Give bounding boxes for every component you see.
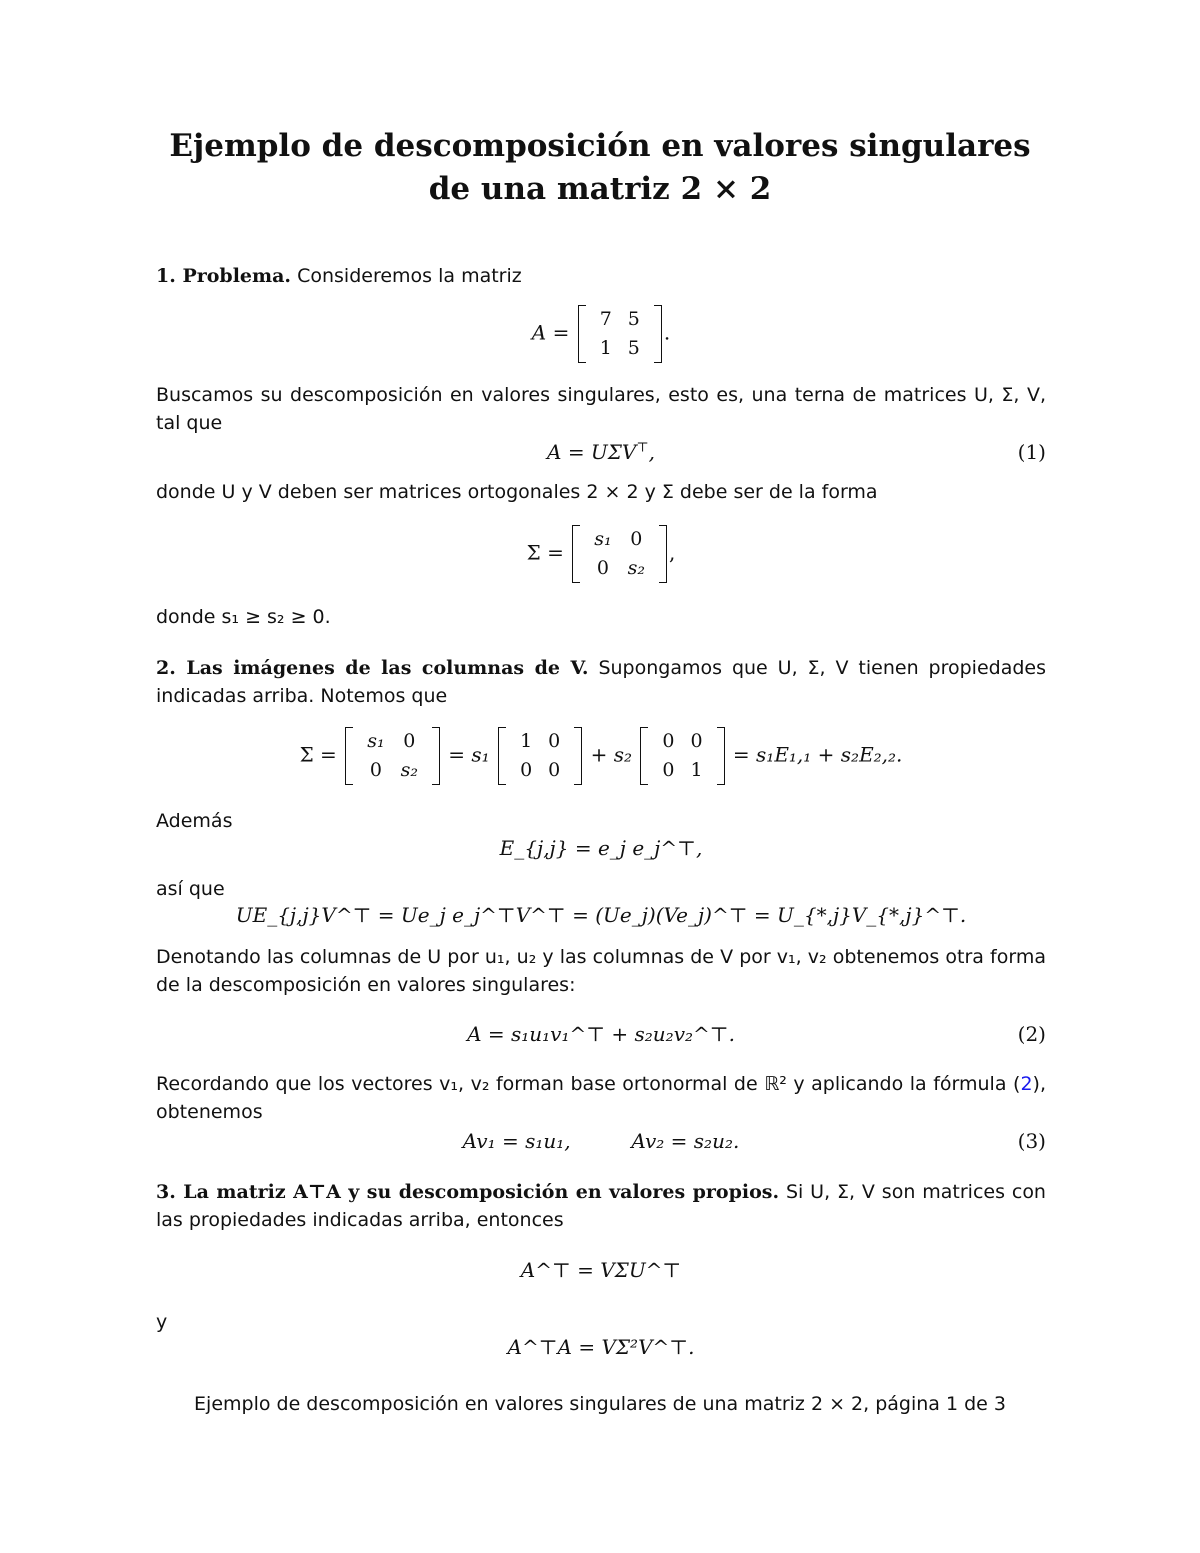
section-1-heading: 1. Problema.: [156, 265, 292, 287]
section-2-intro-text: Supongamos que U, Σ, V tienen propiedades indicadas arriba. Notemos que: [156, 657, 1046, 707]
matrix-A-cell: 7: [599, 308, 612, 330]
section-3-intro: [156, 1178, 1046, 1234]
equation-AtA: A^⊤A = VΣ²V^⊤.: [507, 1335, 695, 1359]
sigma-expansion-matrix-2: [496, 727, 584, 785]
section-2-heading: 2. Las imágenes de las columnas de V.: [156, 657, 589, 679]
ademas-text: Además: [156, 810, 233, 832]
equation-2-reference[interactable]: 2: [1020, 1073, 1033, 1095]
matrix-cell: 0: [690, 730, 703, 752]
section-2-text-2a: Recordando que los vectores v₁, v₂ forman base ortonormal de ℝ² y aplicando la fórmula: [156, 1073, 1007, 1095]
section-1-text-1: Buscamos su descomposición en valores singulares, esto es, una terna de matrices U, Σ, V, tal que: [156, 384, 1046, 434]
matrix-cell: 0: [548, 759, 561, 781]
equation-E: E_{j,j} = e_j e_j^⊤,: [499, 836, 703, 860]
matrix-sigma-cell: 0: [596, 557, 609, 579]
equation-1-tail: ,: [648, 440, 655, 464]
matrix-cell: 0: [662, 759, 675, 781]
asique-text: así que: [156, 878, 225, 900]
matrix-sigma-lhs: Σ =: [526, 540, 564, 565]
matrix-A: [576, 305, 664, 363]
equation-3a: Av₁ = s₁u₁,: [462, 1129, 571, 1153]
equation-sigma-expansion: [156, 727, 1046, 785]
section-1-text-3: donde s₁ ≥ s₂ ≥ 0.: [156, 606, 331, 628]
sigma-expansion-op-2: + s₂: [590, 742, 633, 767]
matrix-cell: 0: [548, 730, 561, 752]
sigma-expansion-op-1: = s₁: [448, 742, 490, 767]
matrix-A-cell: 5: [627, 308, 640, 330]
sigma-expansion-rhs: = s₁E₁,₁ + s₂E₂,₂.: [732, 742, 903, 767]
equation-3-number: (3): [1017, 1129, 1046, 1153]
title-line-2: de una matriz 2 × 2: [428, 171, 772, 207]
section-3-intro-text: Si U, Σ, V son matrices con las propiedades indicadas arriba, entonces: [156, 1181, 1046, 1231]
matrix-cell: 0: [403, 730, 416, 752]
equation-matrix-sigma: [156, 525, 1046, 583]
section-2-intro: [156, 654, 1046, 710]
matrix-A-cell: 5: [627, 337, 640, 359]
matrix-A-tail: .: [663, 320, 671, 345]
matrix-cell: 0: [369, 759, 382, 781]
equation-1-body: A = UΣV: [547, 440, 637, 464]
matrix-A-lhs: A =: [531, 320, 570, 345]
equation-2: A = s₁u₁v₁^⊤ + s₂u₂v₂^⊤.: [467, 1022, 735, 1046]
matrix-sigma-cell: 0: [630, 528, 643, 550]
section-1-intro-text: Consideremos la matriz: [297, 265, 522, 287]
matrix-cell: 0: [520, 759, 533, 781]
equation-1: [156, 440, 1046, 464]
y-text: y: [156, 1311, 168, 1333]
section-3-heading: 3. La matriz A⊤A y su descomposición en valores propios.: [156, 1181, 780, 1203]
equation-2-number: (2): [1017, 1022, 1046, 1046]
page-footer: Ejemplo de descomposición en valores singulares de una matriz 2 × 2, página 1 de 3: [194, 1393, 1006, 1415]
equation-matrix-A: [156, 305, 1046, 363]
matrix-cell: 0: [662, 730, 675, 752]
equation-1-number: (1): [1017, 440, 1046, 464]
matrix-sigma-tail: ,: [669, 540, 676, 565]
equation-3b: Av₂ = s₂u₂.: [631, 1129, 740, 1153]
equation-A-transpose: A^⊤ = VΣU^⊤: [520, 1258, 682, 1282]
equation-1-sup: ⊤: [636, 440, 649, 456]
section-2-text-1: Denotando las columnas de U por u₁, u₂ y las columnas de V por v₁, v₂ obtenemos otra forma de la descomposición en valores singulares:: [156, 946, 1046, 996]
matrix-cell: 1: [520, 730, 533, 752]
section-2-text-2b: , obtenemos: [156, 1073, 1046, 1123]
equation-UEV: UE_{j,j}V^⊤ = Ue_j e_j^⊤V^⊤ = (Ue_j)(Ve_j)^⊤ = U_{*,j}V_{*,j}^⊤.: [235, 903, 967, 927]
matrix-sigma: [570, 525, 669, 583]
matrix-sigma-cell: s₁: [594, 528, 612, 550]
equation-3: [156, 1129, 1046, 1153]
sigma-expansion-matrix-1: [343, 727, 442, 785]
matrix-A-cell: 1: [599, 337, 612, 359]
section-1-text-2: donde U y V deben ser matrices ortogonales 2 × 2 y Σ debe ser de la forma: [156, 481, 878, 503]
section-2-text-2: Recordando que los vectores v₁, v₂ forman base ortonormal de ℝ² y aplicando la fórmula (2), obtenemos: [156, 1073, 1046, 1123]
matrix-cell: s₂: [400, 759, 418, 781]
title-line-1: Ejemplo de descomposición en valores singulares: [169, 128, 1031, 164]
matrix-cell: 1: [690, 759, 703, 781]
section-1-intro: [156, 262, 1046, 290]
matrix-cell: s₁: [367, 730, 385, 752]
sigma-expansion-lhs: Σ =: [299, 742, 337, 767]
matrix-sigma-cell: s₂: [627, 557, 645, 579]
sigma-expansion-matrix-3: [638, 727, 726, 785]
